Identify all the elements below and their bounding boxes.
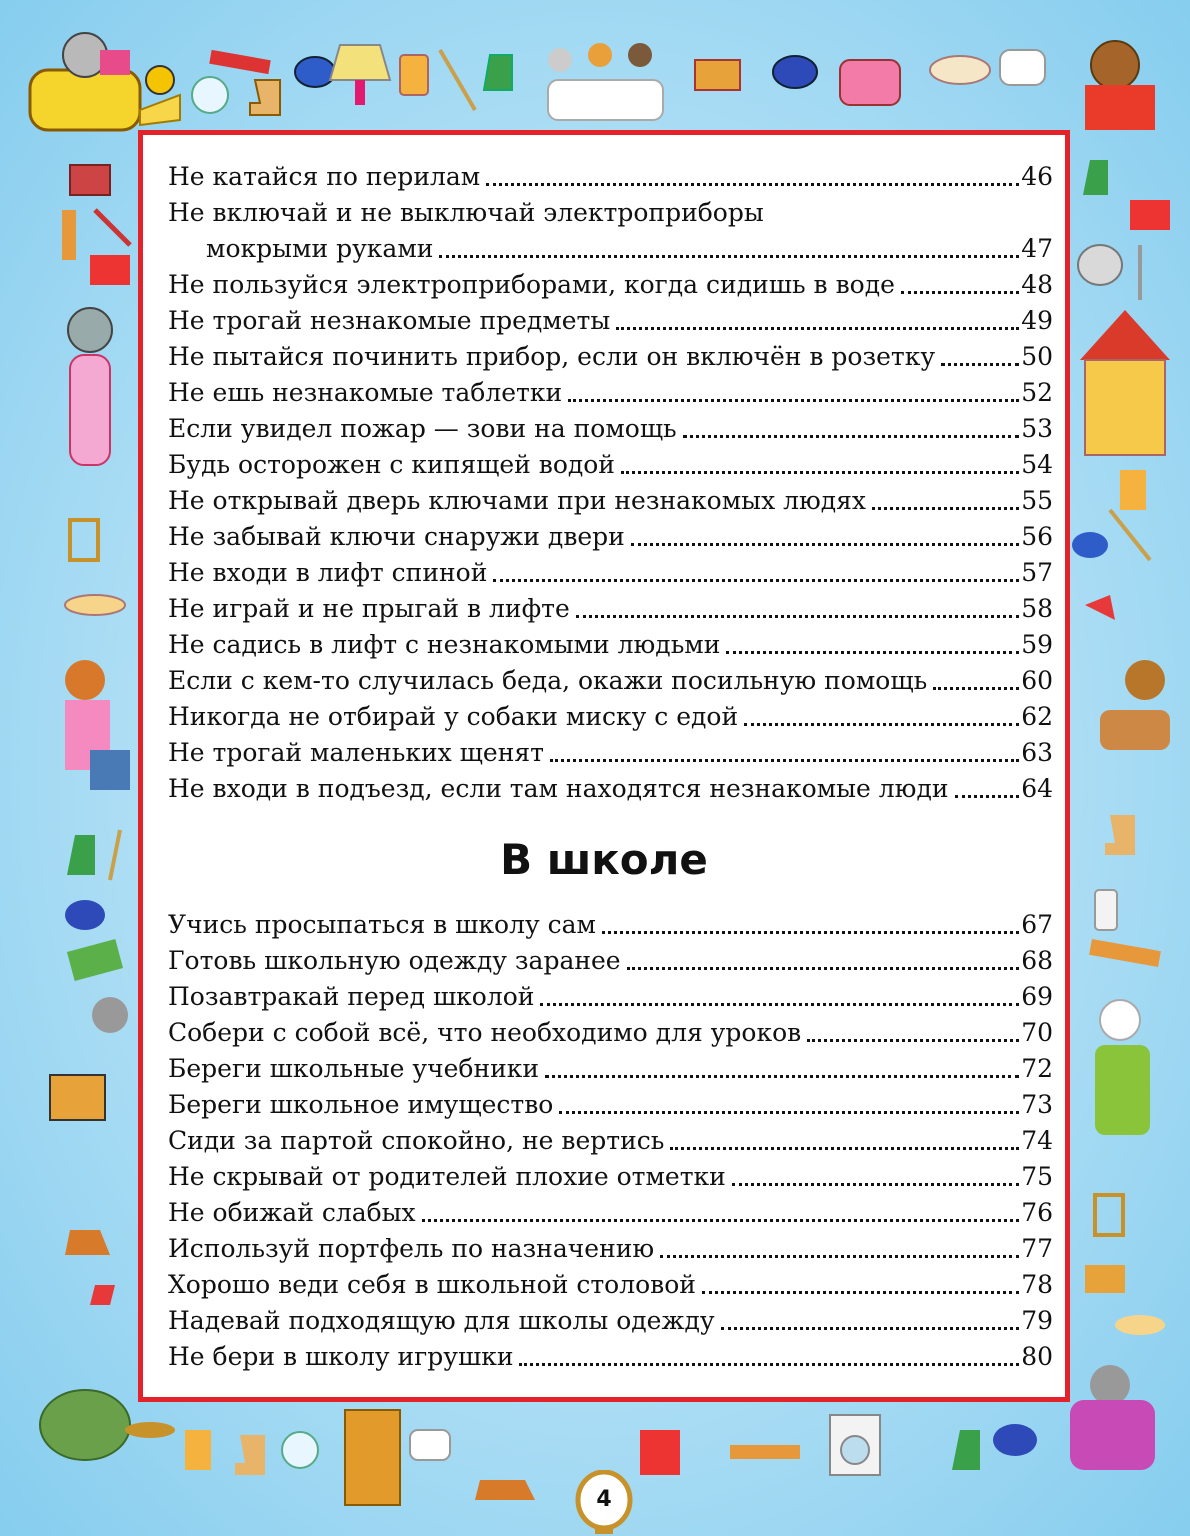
toc-entry-title: Не входи в лифт спиной	[168, 558, 488, 587]
chair-illustration	[70, 520, 98, 560]
toc-entry-title: Если увидел пожар — зови на помощь	[168, 414, 677, 443]
dog-reading-illustration	[1085, 41, 1155, 130]
toc-entry-title: Не входи в подъезд, если там находятся незнакомые люди	[168, 774, 949, 803]
salt-illustration	[1095, 890, 1117, 930]
toc-entry[interactable]	[168, 159, 1053, 195]
toc-entry[interactable]	[168, 1159, 1053, 1195]
candy-jar-illustration	[192, 77, 228, 113]
toc-leader-dots	[559, 1099, 1019, 1114]
toc-entry-title: Собери с собой всё, что необходимо для уроков	[168, 1018, 802, 1047]
toc-entry[interactable]	[168, 663, 1053, 699]
toc-leader-dots	[955, 783, 1020, 798]
cat-tv-illustration	[50, 997, 128, 1120]
toc-entry-page: 53	[1021, 414, 1053, 443]
toc-entry-title: Не трогай маленьких щенят	[168, 738, 544, 767]
toc-entry[interactable]	[168, 979, 1053, 1015]
toc-entry-page: 49	[1021, 306, 1053, 335]
toc-entry-page: 60	[1021, 666, 1053, 695]
turtle-illustration	[40, 1390, 130, 1460]
toc-school-list	[168, 907, 1053, 1375]
toc-entry-page: 46	[1021, 162, 1053, 191]
toc-leader-dots	[702, 1279, 1019, 1294]
section-heading-school: В школе	[500, 835, 708, 884]
pillow-bottom-illustration	[410, 1430, 450, 1460]
toc-entry[interactable]	[168, 735, 1053, 771]
toc-entry-page: 74	[1021, 1126, 1053, 1155]
toc-entry-page: 63	[1021, 738, 1053, 767]
boot-right-illustration	[1105, 815, 1135, 855]
glass-right-illustration	[1120, 470, 1146, 510]
toc-entry-title: мокрыми руками	[206, 234, 434, 263]
book-illustration	[70, 165, 110, 195]
toc-entry-page: 57	[1021, 558, 1053, 587]
toc-leader-dots	[744, 711, 1019, 726]
sock-green-illustration	[67, 835, 95, 875]
contents-panel	[138, 130, 1070, 1402]
toc-entry[interactable]	[168, 1303, 1053, 1339]
toc-entry-page: 78	[1021, 1270, 1053, 1299]
toc-entry-page: 58	[1021, 594, 1053, 623]
toc-entry-page: 67	[1021, 910, 1053, 939]
toc-entry[interactable]	[168, 447, 1053, 483]
toc-leader-dots	[439, 243, 1019, 258]
toc-entry-page: 64	[1021, 774, 1053, 803]
toc-entry-title: Не трогай незнакомые предметы	[168, 306, 611, 335]
toc-entry-page: 73	[1021, 1090, 1053, 1119]
toc-entry[interactable]	[168, 195, 1053, 231]
pillow-illustration	[1000, 50, 1045, 85]
toc-entry[interactable]	[168, 1015, 1053, 1051]
shirt-illustration	[90, 255, 130, 285]
fox-cook-illustration	[65, 660, 130, 790]
sock-illustration	[484, 55, 512, 90]
cup-right-illustration	[1072, 532, 1108, 558]
toc-entry-title: Готовь школьную одежду заранее	[168, 946, 621, 975]
glass-bottom-illustration	[185, 1430, 211, 1470]
broom-left-illustration	[110, 830, 120, 880]
toc-entry[interactable]	[168, 1231, 1053, 1267]
pot-bottom-illustration	[993, 1424, 1037, 1456]
toc-entry-title: Береги школьные учебники	[168, 1054, 540, 1083]
toc-leader-dots	[550, 747, 1019, 762]
telephone-illustration	[840, 60, 900, 105]
tea-party-illustration	[548, 43, 663, 120]
toc-entry[interactable]	[168, 627, 1053, 663]
toc-entry-title: Не забывай ключи снаружи двери	[168, 522, 625, 551]
toc-entry[interactable]	[168, 907, 1053, 943]
wardrobe-illustration	[345, 1410, 400, 1505]
cat-in-bed-illustration	[30, 33, 140, 130]
cloth-illustration	[67, 939, 123, 981]
toc-entry-page: 48	[1021, 270, 1053, 299]
toc-entry[interactable]	[168, 771, 1053, 807]
toc-entry[interactable]	[168, 1339, 1053, 1375]
toc-entry[interactable]	[168, 267, 1053, 303]
belt-bottom-illustration	[730, 1445, 800, 1459]
toc-entry-title: Не скрывай от родителей плохие отметки	[168, 1162, 726, 1191]
toc-entry-title: Используй портфель по назначению	[168, 1234, 655, 1263]
toc-entry-page: 56	[1021, 522, 1053, 551]
toc-entry-title: Если с кем-то случилась беда, окажи посильную помощь	[168, 666, 928, 695]
toc-entry-title: Хорошо веди себя в школьной столовой	[168, 1270, 696, 1299]
toc-household-list	[168, 159, 1053, 807]
toc-entry-page: 55	[1021, 486, 1053, 515]
toc-entry[interactable]	[168, 339, 1053, 375]
toc-entry-title: Не ешь незнакомые таблетки	[168, 378, 563, 407]
pencil-illustration	[95, 210, 130, 245]
toc-leader-dots	[872, 495, 1019, 510]
toc-entry-continuation[interactable]	[168, 231, 1053, 267]
bowl-illustration	[65, 595, 125, 615]
toc-entry[interactable]	[168, 375, 1053, 411]
toc-leader-dots	[602, 919, 1019, 934]
toc-entry-page: 72	[1021, 1054, 1053, 1083]
toc-entry[interactable]	[168, 699, 1053, 735]
toc-entry[interactable]	[168, 519, 1053, 555]
toc-entry-title: Не открывай дверь ключами при незнакомых людях	[168, 486, 867, 515]
broom-right-illustration	[1110, 510, 1150, 560]
shirt-right-illustration	[1130, 200, 1170, 230]
toc-entry-title: Не включай и не выключай электроприборы	[168, 198, 764, 227]
glass-illustration	[400, 55, 428, 95]
toc-entry-page: 62	[1021, 702, 1053, 731]
toc-leader-dots	[486, 171, 1019, 186]
toc-entry-title: Никогда не отбирай у собаки миску с едой	[168, 702, 739, 731]
clock-illustration	[146, 66, 174, 94]
toc-leader-dots	[616, 315, 1019, 330]
boot-bottom-illustration	[235, 1435, 265, 1475]
toc-leader-dots	[726, 639, 1019, 654]
pot-illustration	[773, 56, 817, 88]
toc-entry[interactable]	[168, 1195, 1053, 1231]
sock-right-illustration	[1083, 160, 1108, 195]
toc-entry-page: 54	[1021, 450, 1053, 479]
toc-entry-page: 69	[1021, 982, 1053, 1011]
toc-entry[interactable]	[168, 483, 1053, 519]
toc-entry-title: Позавтракай перед школой	[168, 982, 535, 1011]
toc-entry-title: Не катайся по перилам	[168, 162, 481, 191]
toc-entry-title: Не играй и не прыгай в лифте	[168, 594, 570, 623]
toc-entry-page: 76	[1021, 1198, 1053, 1227]
toc-leader-dots	[627, 955, 1020, 970]
toc-entry-title: Будь осторожен с кипящей водой	[168, 450, 615, 479]
lamp-left-illustration	[90, 1285, 115, 1305]
toc-entry-title: Не пытайся починить прибор, если он включён в розетку	[168, 342, 936, 371]
shoe-left-illustration	[65, 1230, 110, 1255]
toc-leader-dots	[660, 1243, 1019, 1258]
washing-machine-illustration	[830, 1415, 880, 1475]
toc-leader-dots	[807, 1027, 1019, 1042]
toc-entry[interactable]	[168, 943, 1053, 979]
toc-entry[interactable]	[168, 303, 1053, 339]
bear-horse-illustration	[1100, 660, 1170, 750]
toc-entry-page: 79	[1021, 1306, 1053, 1335]
toc-leader-dots	[901, 279, 1019, 294]
teapot-illustration	[1078, 245, 1122, 285]
cat-lady-illustration	[68, 308, 112, 465]
toc-leader-dots	[721, 1315, 1020, 1330]
toc-entry-page: 50	[1021, 342, 1053, 371]
toc-entry-page: 70	[1021, 1018, 1053, 1047]
toc-leader-dots	[568, 387, 1019, 402]
toc-entry[interactable]	[168, 591, 1053, 627]
toc-leader-dots	[545, 1063, 1019, 1078]
boot-illustration	[250, 80, 280, 115]
toc-leader-dots	[732, 1171, 1019, 1186]
toc-entry[interactable]	[168, 555, 1053, 591]
chair-right-illustration	[1095, 1195, 1123, 1235]
toc-leader-dots	[519, 1351, 1019, 1366]
toc-leader-dots	[683, 423, 1020, 438]
sock-bottom-illustration	[952, 1430, 980, 1470]
toc-leader-dots	[493, 567, 1019, 582]
cake-illustration	[930, 56, 990, 84]
toc-entry-title: Сиди за партой спокойно, не вертись	[168, 1126, 665, 1155]
house-illustration	[1080, 310, 1170, 455]
toc-leader-dots	[422, 1207, 1020, 1222]
toc-entry[interactable]	[168, 1051, 1053, 1087]
toc-entry-title: Не садись в лифт с незнакомыми людьми	[168, 630, 721, 659]
toc-leader-dots	[631, 531, 1019, 546]
toc-entry-page: 77	[1021, 1234, 1053, 1263]
page-number: 4	[596, 1487, 612, 1512]
toc-entry[interactable]	[168, 1087, 1053, 1123]
matchbox-illustration	[695, 60, 740, 90]
pot-left-illustration	[65, 900, 105, 930]
cup-illustration	[295, 57, 335, 87]
broom-illustration	[440, 50, 475, 110]
belt-right-illustration	[1089, 939, 1161, 967]
eraser-illustration	[209, 50, 271, 74]
matchbox-right-illustration	[1085, 1265, 1125, 1293]
toc-entry[interactable]	[168, 1267, 1053, 1303]
lamp-illustration	[330, 45, 390, 105]
shoe-bottom-illustration	[475, 1480, 535, 1500]
cheese-illustration	[140, 95, 180, 125]
toc-leader-dots	[933, 675, 1019, 690]
cat-armchair-illustration	[1070, 1365, 1155, 1470]
toc-entry-page: 68	[1021, 946, 1053, 975]
toc-entry-title: Не пользуйся электроприборами, когда сидишь в воде	[168, 270, 895, 299]
bowl-right-illustration	[1115, 1315, 1165, 1335]
toc-entry-page: 52	[1021, 378, 1053, 407]
toc-entry-title: Не бери в школу игрушки	[168, 1342, 514, 1371]
lamp-right-illustration	[1085, 595, 1115, 620]
toc-entry-title: Надевай подходящую для школы одежду	[168, 1306, 715, 1335]
toc-entry-page: 75	[1021, 1162, 1053, 1191]
toc-leader-dots	[576, 603, 1019, 618]
toc-leader-dots	[621, 459, 1019, 474]
toc-entry[interactable]	[168, 411, 1053, 447]
book-bottom-illustration	[640, 1430, 680, 1475]
toc-entry-title: Не обижай слабых	[168, 1198, 416, 1227]
toc-entry[interactable]	[168, 1123, 1053, 1159]
toc-entry-page: 47	[1021, 234, 1053, 263]
candy-jar-bottom-illustration	[282, 1432, 318, 1468]
toc-leader-dots	[670, 1135, 1019, 1150]
toc-entry-page: 80	[1021, 1342, 1053, 1371]
belt-illustration	[62, 210, 76, 260]
toc-entry-title: Береги школьное имущество	[168, 1090, 554, 1119]
table-illustration	[125, 1422, 175, 1438]
toc-leader-dots	[941, 351, 1019, 366]
goose-lady-illustration	[1095, 1000, 1150, 1135]
toc-entry-title: Учись просыпаться в школу сам	[168, 910, 596, 939]
toc-leader-dots	[540, 991, 1019, 1006]
toc-entry-page: 59	[1021, 630, 1053, 659]
